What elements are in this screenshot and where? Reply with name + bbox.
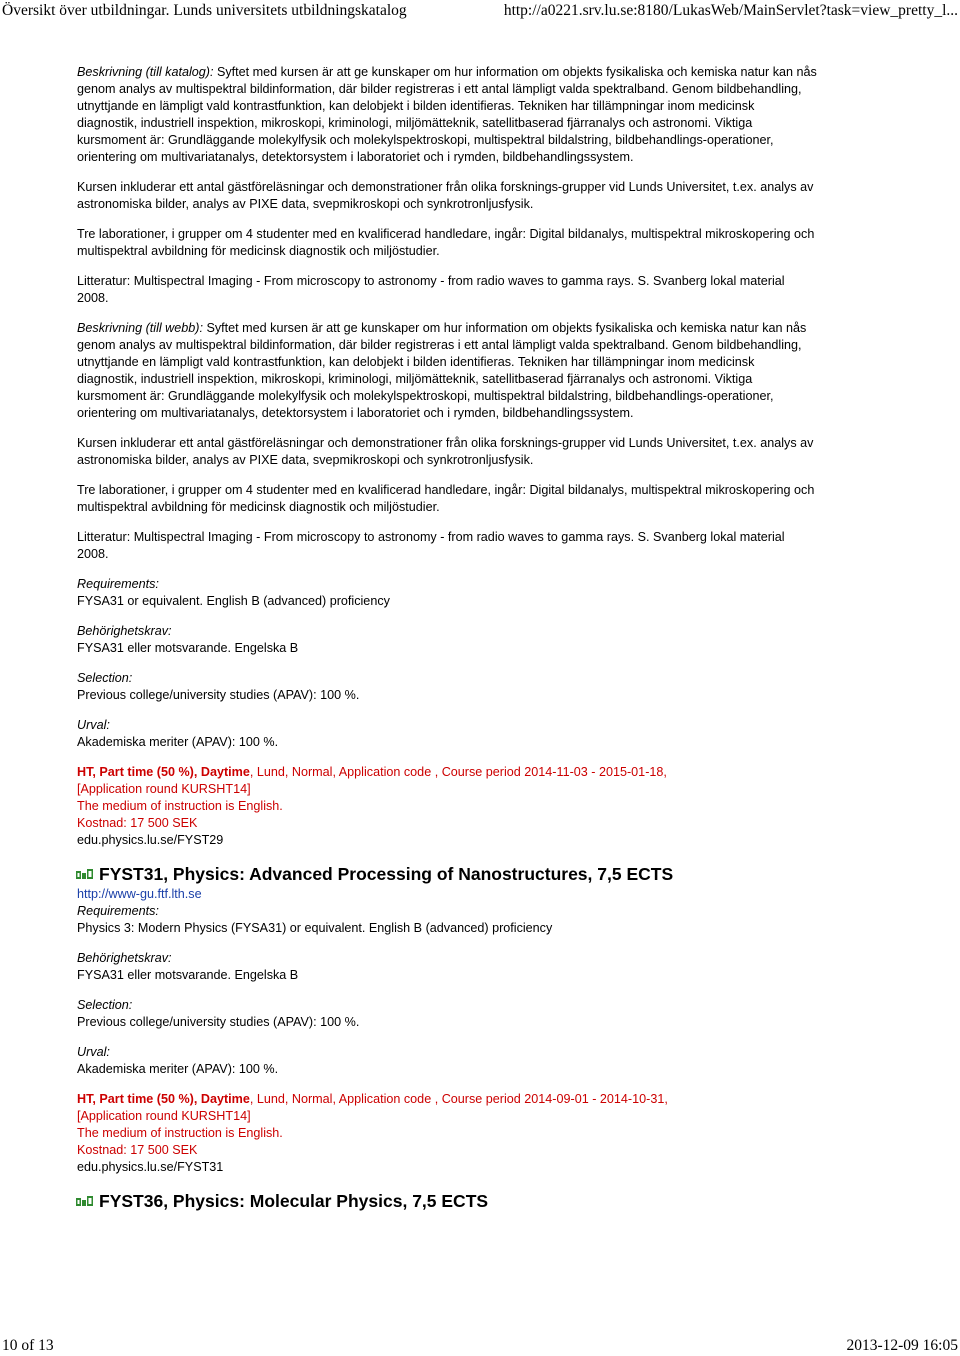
instruction-language: The medium of instruction is English.	[77, 799, 283, 813]
urval-label: Urval:	[77, 1045, 110, 1059]
description-catalog-label: Beskrivning (till katalog):	[77, 65, 214, 79]
urval-label: Urval:	[77, 718, 110, 732]
description-catalog-guest-lectures: Kursen inkluderar ett antal gästföreläsningar och demonstrationer från olika forsknings-grupper vid Lunds Universitet, t.ex. analys av astronomiska bilder, analys av PIXE data, svepmikroskopi och synkrotronljusfysik.	[77, 180, 814, 211]
course-url-link[interactable]: http://www-gu.ftf.lth.se	[77, 887, 202, 901]
offering-term: HT, Part time (50 %), Daytime	[77, 1092, 250, 1106]
course-title: FYST36, Physics: Molecular Physics, 7,5 ECTS	[99, 1191, 489, 1211]
description-catalog	[77, 64, 817, 166]
course-details	[77, 886, 817, 937]
description-catalog-literature: Litteratur: Multispectral Imaging - From microscopy to astronomy - from radio waves to gamma rays. S. Svanberg lokal material 2008.	[77, 274, 785, 305]
page-header-title: Översikt över utbildningar. Lunds universitets utbildningskatalog	[2, 2, 407, 19]
offering-term: HT, Part time (50 %), Daytime	[77, 765, 250, 779]
print-timestamp: 2013-12-09 16:05	[846, 1337, 958, 1354]
offering-period: , Lund, Normal, Application code , Course period 2014-09-01 - 2014-10-31,	[249, 1092, 668, 1106]
application-round: [Application round KURSHT14]	[77, 1109, 251, 1123]
requirements-label: Requirements:	[77, 904, 159, 918]
course-title: FYST31, Physics: Advanced Processing of Nanostructures, 7,5 ECTS	[99, 864, 674, 884]
course-level-icon	[76, 869, 93, 879]
selection-label: Selection:	[77, 998, 133, 1012]
behorighet-label: Behörighetskrav:	[77, 624, 172, 638]
urval-text: Akademiska meriter (APAV): 100 %.	[77, 735, 279, 749]
course-web-address: edu.physics.lu.se/FYST31	[77, 1160, 224, 1174]
behorighet-block	[77, 950, 817, 984]
offering-period: , Lund, Normal, Application code , Course period 2014-11-03 - 2015-01-18,	[249, 765, 667, 779]
behorighet-block	[77, 623, 817, 657]
course-web-address: edu.physics.lu.se/FYST29	[77, 833, 224, 847]
page-header	[2, 0, 958, 22]
course-heading	[77, 862, 817, 886]
description-catalog-labs: Tre laborationer, i grupper om 4 studenter med en kvalificerad handledare, ingår: Digital bildanalys, multispektral mikroskopering och multispektral avbildning för medicinsk diagnostik och miljöstudier.	[77, 227, 815, 258]
behorighet-text: FYSA31 eller motsvarande. Engelska B	[77, 641, 299, 655]
description-web-text: Syftet med kursen är att ge kunskaper om hur information om objekts fysikaliska och kemiska natur kan nås genom analys av multispektral bildinformation, där bilder registreras i ett antal lämpligt valda spektralband. Genom bildbehandling, utnyttjande en lämpligt vald kontrastfunktion, kan delobjekt i bilden identifieras. Tekniken har tillämpningar inom medicinsk diagnostik, industriell inspektion, mikroskopi, kriminologi, miljömätteknik, satellitbaserad fjärranalys och astronomi. Viktiga kursmoment är: Grundläggande molekylfysik och molekylspektroskopi, multispektral bildalstring, bildbehandlings-operationer, orientering om multivariatanalys, detektorsystem i laboratoriet och i rymden, bildbehandlingssystem.	[77, 321, 807, 420]
behorighet-label: Behörighetskrav:	[77, 951, 172, 965]
course-cost: Kostnad: 17 500 SEK	[77, 816, 198, 830]
course-level-icon	[76, 1196, 93, 1206]
page-footer	[2, 1336, 958, 1356]
page-header-url: http://a0221.srv.lu.se:8180/LukasWeb/MainServlet?task=view_pretty_l...	[503, 2, 958, 19]
requirements-label: Requirements:	[77, 577, 159, 591]
course-cost: Kostnad: 17 500 SEK	[77, 1143, 198, 1157]
description-web	[77, 320, 817, 422]
offering-details	[77, 764, 817, 781]
requirements-block	[77, 576, 817, 610]
document-body	[77, 64, 817, 1213]
requirements-text: FYSA31 or equivalent. English B (advanced) proficiency	[77, 594, 390, 608]
behorighet-text: FYSA31 eller motsvarande. Engelska B	[77, 968, 299, 982]
urval-block	[77, 717, 817, 751]
course-heading	[77, 1189, 817, 1213]
page-number: 10 of 13	[2, 1337, 54, 1354]
selection-text: Previous college/university studies (APAV): 100 %.	[77, 1015, 360, 1029]
requirements-text: Physics 3: Modern Physics (FYSA31) or equivalent. English B (advanced) proficiency	[77, 921, 553, 935]
application-round: [Application round KURSHT14]	[77, 782, 251, 796]
selection-text: Previous college/university studies (APAV): 100 %.	[77, 688, 360, 702]
instruction-language: The medium of instruction is English.	[77, 1126, 283, 1140]
selection-block	[77, 997, 817, 1031]
description-catalog-text: Syftet med kursen är att ge kunskaper om hur information om objekts fysikaliska och kemiska natur kan nås genom analys av multispektral bildinformation, där bilder registreras i ett antal lämpligt valda spektralband. Genom bildbehandling, utnyttjande en lämpligt vald kontrastfunktion, kan delobjekt i bilden identifieras. Tekniken har tillämpningar inom medicinsk diagnostik, industriell inspektion, mikroskopi, kriminologi, miljömätteknik, satellitbaserad fjärranalys och astronomi. Viktiga kursmoment är: Grundläggande molekylfysik och molekylspektroskopi, multispektral bildalstring, bildbehandlings-operationer, orientering om multivariatanalys, detektorsystem i laboratoriet och i rymden, bildbehandlingssystem.	[77, 65, 817, 164]
offering-details	[77, 1091, 817, 1108]
description-web-label: Beskrivning (till webb):	[77, 321, 203, 335]
description-web-guest-lectures: Kursen inkluderar ett antal gästföreläsningar och demonstrationer från olika forsknings-grupper vid Lunds Universitet, t.ex. analys av astronomiska bilder, analys av PIXE data, svepmikroskopi och synkrotronljusfysik.	[77, 436, 814, 467]
urval-block	[77, 1044, 817, 1078]
selection-block	[77, 670, 817, 704]
selection-label: Selection:	[77, 671, 133, 685]
description-web-literature: Litteratur: Multispectral Imaging - From microscopy to astronomy - from radio waves to gamma rays. S. Svanberg lokal material 2008.	[77, 530, 785, 561]
urval-text: Akademiska meriter (APAV): 100 %.	[77, 1062, 279, 1076]
description-web-labs: Tre laborationer, i grupper om 4 studenter med en kvalificerad handledare, ingår: Digital bildanalys, multispektral mikroskopering och multispektral avbildning för medicinsk diagnostik och miljöstudier.	[77, 483, 815, 514]
course-offering	[77, 764, 817, 849]
course-offering	[77, 1091, 817, 1176]
